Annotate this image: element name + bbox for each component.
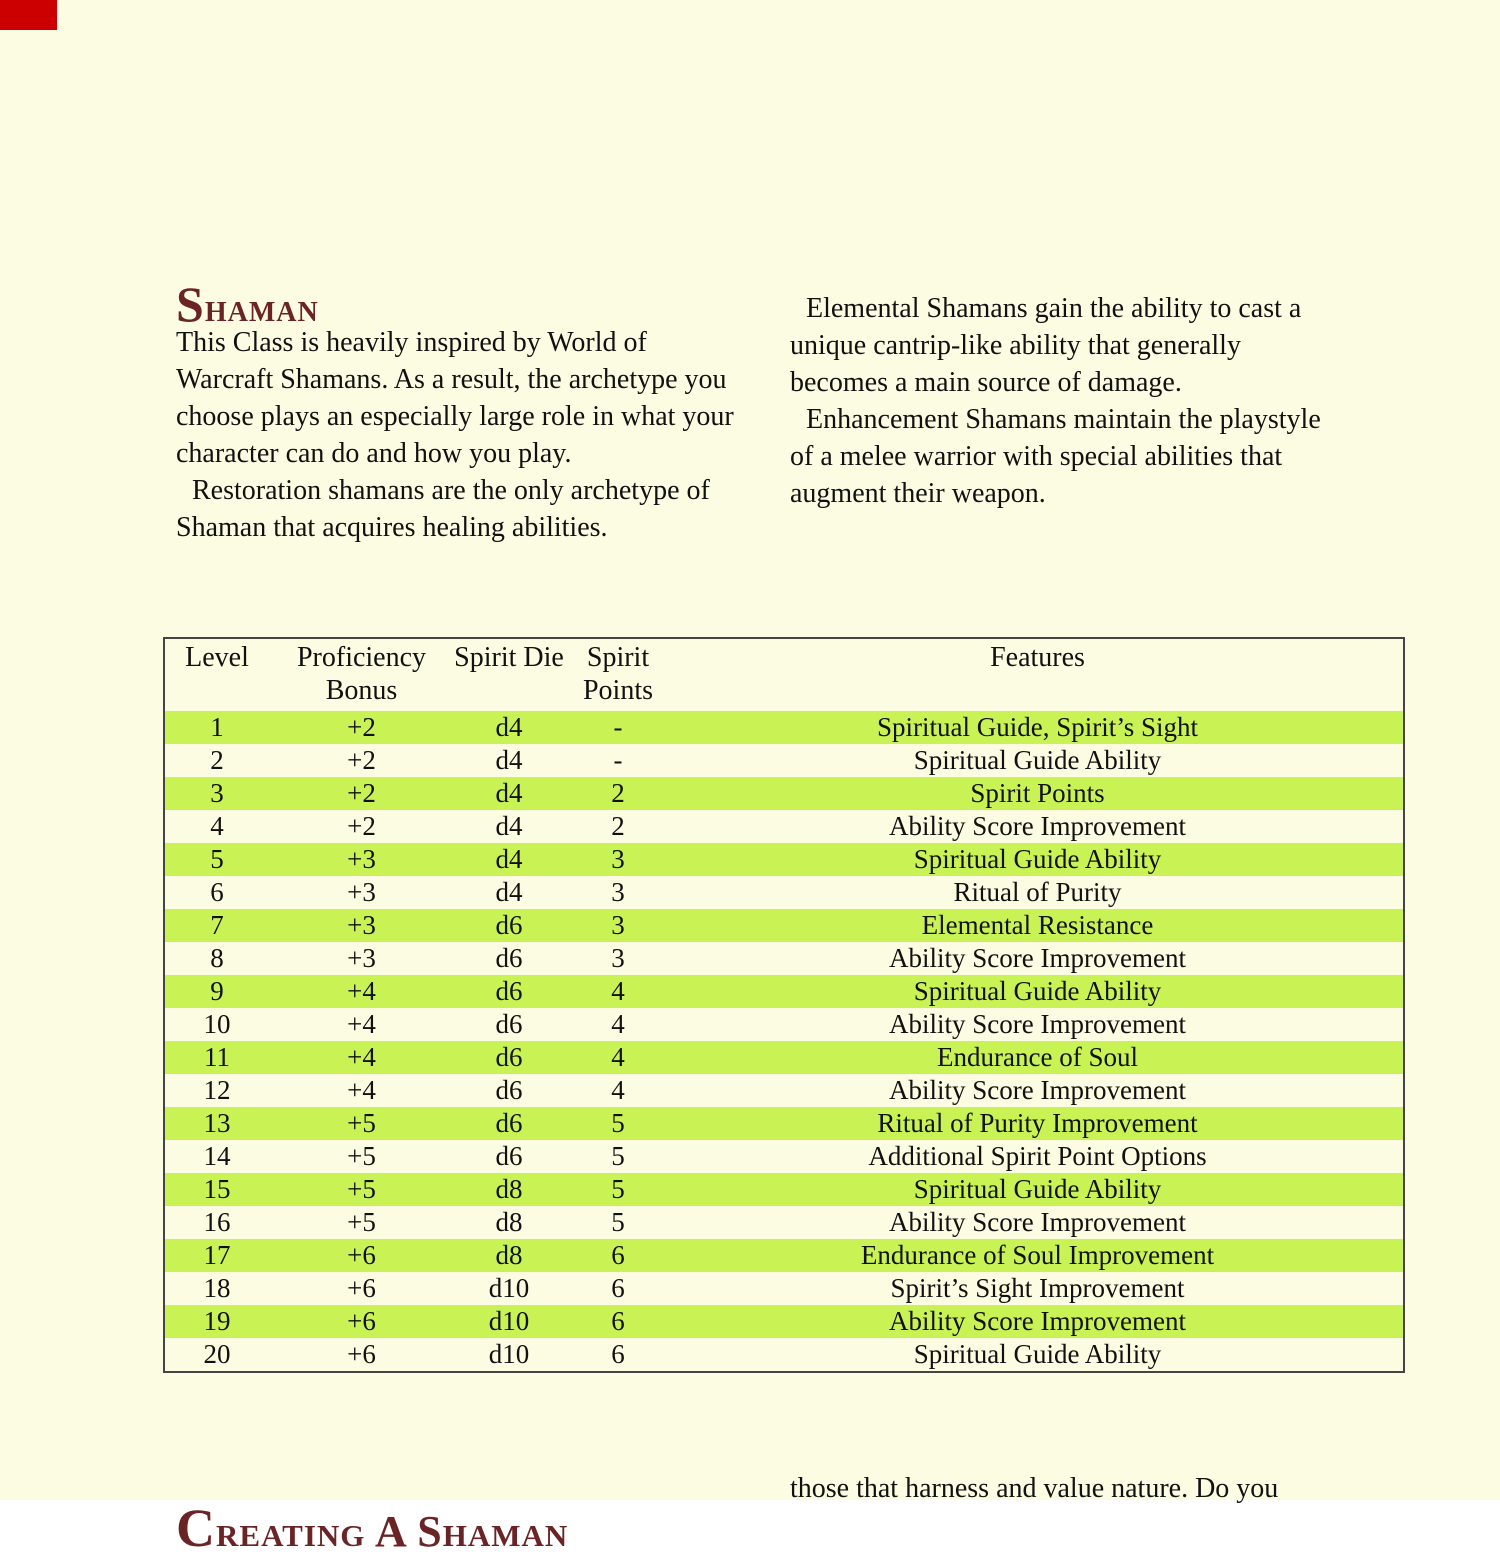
table-cell: +5 [347, 1174, 376, 1204]
table-cell: +6 [347, 1240, 376, 1270]
table-cell: 6 [611, 1339, 625, 1369]
table-row [164, 810, 1404, 843]
table-cell: 10 [203, 1009, 231, 1039]
table-cell: d4 [495, 877, 523, 907]
intro-left-column [176, 324, 738, 546]
table-cell: 3 [611, 943, 625, 973]
table-cell: 8 [210, 943, 224, 973]
table-cell: Ability Score Improvement [889, 1009, 1186, 1039]
table-cell: +5 [347, 1207, 376, 1237]
table-cell: +2 [347, 811, 376, 841]
table-row [164, 1173, 1404, 1206]
table-cell: 1 [210, 712, 224, 742]
table-row [164, 975, 1404, 1008]
table-cell: 3 [611, 844, 625, 874]
table-cell: 5 [611, 1108, 625, 1138]
header-level: Level [185, 642, 249, 673]
table-cell: 4 [611, 1075, 625, 1105]
table-cell: +4 [347, 1009, 376, 1039]
table-cell: +4 [347, 976, 376, 1006]
table-cell: +3 [347, 910, 376, 940]
table-cell: 6 [611, 1240, 625, 1270]
table-cell: Endurance of Soul [937, 1042, 1138, 1072]
table-cell: +6 [347, 1273, 376, 1303]
table-cell: 12 [203, 1075, 231, 1105]
table-cell: Ability Score Improvement [889, 943, 1186, 973]
table-cell: d6 [495, 1141, 523, 1171]
table-cell: d10 [488, 1306, 530, 1336]
table-cell: 4 [611, 1042, 625, 1072]
table-header-row [164, 638, 1404, 711]
table-cell: 2 [611, 778, 625, 808]
table-cell: +2 [347, 778, 376, 808]
table-cell: d6 [495, 1042, 523, 1072]
table-row [164, 1008, 1404, 1041]
table-cell: Spiritual Guide Ability [913, 1339, 1162, 1369]
table-cell: +3 [347, 877, 376, 907]
table-row [164, 1140, 1404, 1173]
table-row [164, 876, 1404, 909]
table-row [164, 1107, 1404, 1140]
table-row [164, 843, 1404, 876]
table-row [164, 1239, 1404, 1272]
paragraph: Elemental Shamans gain the ability to cast a unique cantrip-like ability that generally becomes a main source of damage. [790, 293, 1302, 398]
table-cell: d8 [495, 1174, 523, 1204]
table-cell: 6 [210, 877, 224, 907]
table-cell: 3 [611, 877, 625, 907]
table-cell: 5 [611, 1141, 625, 1171]
table-cell: Ability Score Improvement [889, 1306, 1186, 1336]
table-cell: d6 [495, 1075, 523, 1105]
table-cell: 4 [210, 811, 224, 841]
page-title: Shaman [176, 275, 319, 332]
table-cell: 11 [204, 1042, 230, 1072]
table-cell: d4 [495, 745, 523, 775]
paragraph: Restoration shamans are the only archetype of Shaman that acquires healing abilities. [176, 475, 710, 543]
table-cell: d10 [488, 1339, 530, 1369]
table-cell: 2 [611, 811, 625, 841]
table-cell: Ability Score Improvement [889, 811, 1186, 841]
table-cell: d4 [495, 712, 523, 742]
table-cell: d4 [495, 844, 523, 874]
table-cell: - [613, 712, 623, 742]
table-cell: 4 [611, 1009, 625, 1039]
table-cell: +5 [347, 1108, 376, 1138]
table-cell: 13 [203, 1108, 231, 1138]
table-cell: +2 [347, 712, 376, 742]
header-features: Features [990, 642, 1085, 673]
table-cell: Ritual of Purity [953, 877, 1122, 907]
table-cell: Elemental Resistance [921, 910, 1154, 940]
table-cell: 3 [210, 778, 224, 808]
table-cell: 9 [210, 976, 224, 1006]
table-cell: Spiritual Guide, Spirit’s Sight [876, 712, 1199, 742]
header-proficiency-bonus: Proficiency Bonus [296, 642, 427, 706]
table-cell: d6 [495, 1108, 523, 1138]
table-cell: 19 [203, 1306, 231, 1336]
paragraph: This Class is heavily inspired by World of Warcraft Shamans. As a result, the archetype you choose plays an especially large role in what your character can do and how you play. [176, 327, 734, 469]
table-cell: +6 [347, 1306, 376, 1336]
table-cell: 5 [611, 1174, 625, 1204]
table-cell: d8 [495, 1207, 523, 1237]
table-row [164, 1206, 1404, 1239]
table-cell: 14 [203, 1141, 231, 1171]
table-cell: 2 [210, 745, 224, 775]
table-cell: d8 [495, 1240, 523, 1270]
table-row [164, 711, 1404, 744]
table-cell: Ability Score Improvement [889, 1075, 1186, 1105]
table-cell: Spirit’s Sight Improvement [890, 1273, 1185, 1303]
table-row [164, 1272, 1404, 1305]
table-cell: 17 [203, 1240, 231, 1270]
table-cell: +3 [347, 844, 376, 874]
table-cell: 6 [611, 1306, 625, 1336]
intro-right-column [790, 290, 1335, 512]
table-cell: Spiritual Guide Ability [913, 745, 1162, 775]
table-row [164, 909, 1404, 942]
table-cell: 20 [203, 1339, 231, 1369]
table-cell: +4 [347, 1075, 376, 1105]
section-heading-creating-a-shaman: Creating A Shaman [176, 1497, 569, 1558]
table-cell: d4 [495, 811, 523, 841]
table-cell: d6 [495, 943, 523, 973]
page-corner-artifact [0, 0, 57, 30]
table-row [164, 1074, 1404, 1107]
table-cell: Spiritual Guide Ability [913, 976, 1162, 1006]
table-cell: Endurance of Soul Improvement [860, 1240, 1215, 1270]
table-row [164, 942, 1404, 975]
table-row [164, 1305, 1404, 1338]
table-cell: Spirit Points [970, 778, 1105, 808]
table-cell: Ability Score Improvement [889, 1207, 1186, 1237]
table-cell: 16 [203, 1207, 231, 1237]
table-cell: Ritual of Purity Improvement [877, 1108, 1198, 1138]
class-table-body [164, 711, 1404, 1372]
class-progression-table [163, 637, 1405, 1373]
paragraph: Enhancement Shamans maintain the playstyle of a melee warrior with special abilities that augment their weapon. [790, 404, 1321, 509]
table-cell: +3 [347, 943, 376, 973]
table-cell: 15 [203, 1174, 231, 1204]
table-cell: 4 [611, 976, 625, 1006]
table-row [164, 1338, 1404, 1372]
table-header [164, 638, 1404, 711]
table-cell: d6 [495, 910, 523, 940]
table-cell: +2 [347, 745, 376, 775]
table-cell: +5 [347, 1141, 376, 1171]
table-cell: - [613, 745, 623, 775]
table-cell: 5 [210, 844, 224, 874]
table-cell: d6 [495, 1009, 523, 1039]
table-cell: 3 [611, 910, 625, 940]
header-spirit-points: Spirit Points [582, 642, 654, 706]
table-cell: 7 [210, 910, 224, 940]
header-spirit-die: Spirit Die [454, 642, 564, 673]
table-cell: +6 [347, 1339, 376, 1369]
table-cell: Additional Spirit Point Options [868, 1141, 1207, 1171]
table-cell: +4 [347, 1042, 376, 1072]
table-cell: d4 [495, 778, 523, 808]
table-row [164, 744, 1404, 777]
table-cell: 5 [611, 1207, 625, 1237]
bottom-right-paragraph: those that harness and value nature. Do you [790, 1473, 1279, 1504]
table-row [164, 1041, 1404, 1074]
table-cell: Spiritual Guide Ability [913, 844, 1162, 874]
table-cell: d10 [488, 1273, 530, 1303]
table-cell: 18 [203, 1273, 231, 1303]
table-cell: Spiritual Guide Ability [913, 1174, 1162, 1204]
table-row [164, 777, 1404, 810]
table-cell: 6 [611, 1273, 625, 1303]
table-cell: d6 [495, 976, 523, 1006]
